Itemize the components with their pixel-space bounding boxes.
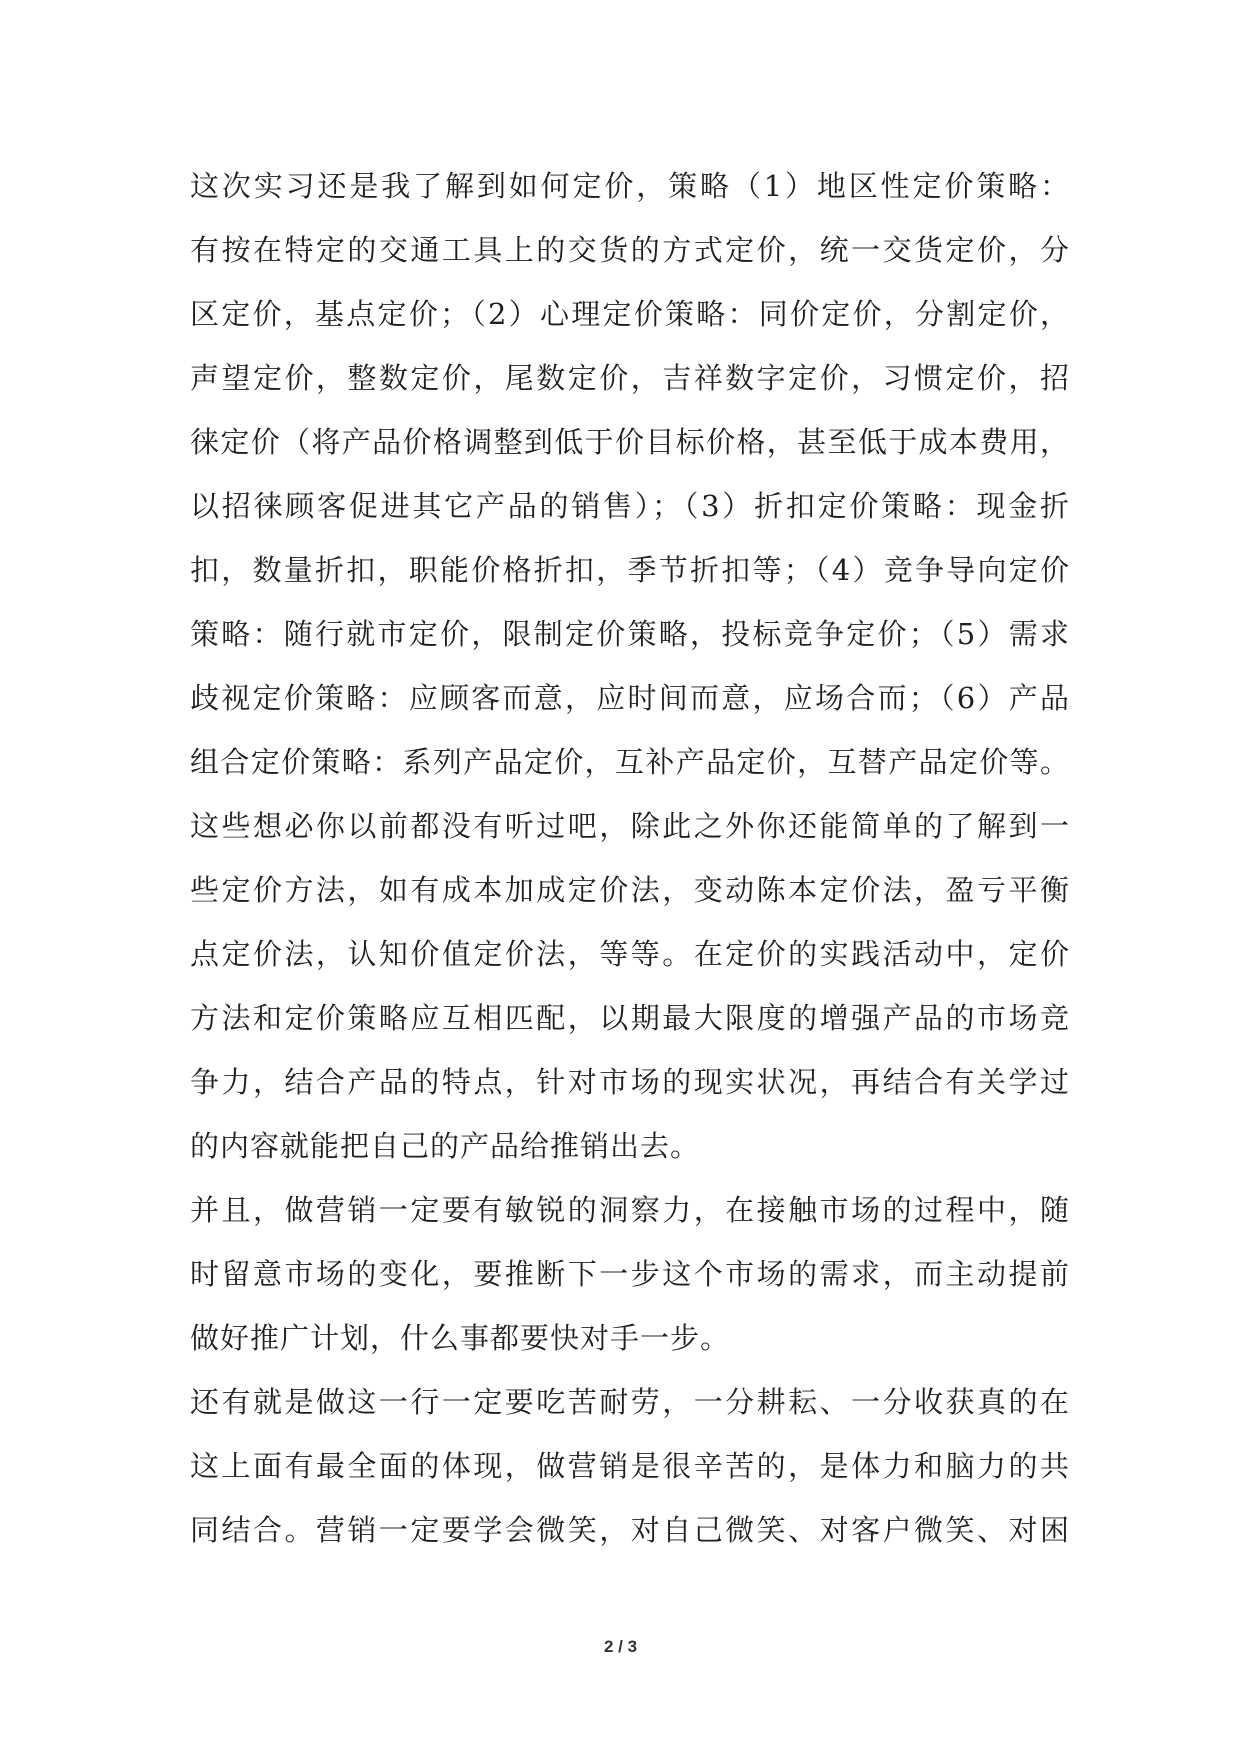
text-line: 组合定价策略：系列产品定价，互补产品定价，互替产品定价等。 — [190, 745, 1070, 779]
text-line: 还有就是做这一行一定要吃苦耐劳，一分耕耘、一分收获真的在 — [190, 1385, 1070, 1419]
text-line: 争力，结合产品的特点，针对市场的现实状况，再结合有关学过 — [190, 1065, 1070, 1099]
text-line: 的内容就能把自己的产品给推销出去。 — [190, 1129, 701, 1163]
text-line: 策略：随行就市定价，限制定价策略，投标竞争定价；（5）需求 — [190, 617, 1070, 651]
text-line: 点定价法，认知价值定价法，等等。在定价的实践活动中，定价 — [190, 937, 1070, 971]
text-line: 扣，数量折扣，职能价格折扣，季节折扣等；（4）竞争导向定价 — [190, 553, 1070, 587]
text-line: 这次实习还是我了解到如何定价，策略（1）地区性定价策略： — [190, 169, 1070, 203]
body-text — [190, 154, 1070, 1562]
text-line: 这上面有最全面的体现，做营销是很辛苦的，是体力和脑力的共 — [190, 1449, 1070, 1483]
page-number: 2 / 3 — [603, 1637, 638, 1656]
text-line: 这些想必你以前都没有听过吧，除此之外你还能简单的了解到一 — [190, 809, 1070, 843]
text-line: 歧视定价策略：应顾客而意，应时间而意，应场合而；（6）产品 — [190, 681, 1070, 715]
text-line: 有按在特定的交通工具上的交货的方式定价，统一交货定价，分 — [190, 233, 1070, 267]
text-line: 声望定价，整数定价，尾数定价，吉祥数字定价，习惯定价，招 — [190, 361, 1070, 395]
text-line: 区定价，基点定价；（2）心理定价策略：同价定价，分割定价， — [190, 297, 1070, 331]
text-line: 做好推广计划，什么事都要快对手一步。 — [190, 1321, 731, 1355]
text-line: 些定价方法，如有成本加成定价法，变动陈本定价法，盈亏平衡 — [190, 873, 1070, 907]
text-line: 并且，做营销一定要有敏锐的洞察力，在接触市场的过程中，随 — [190, 1193, 1070, 1227]
text-line: 同结合。营销一定要学会微笑，对自己微笑、对客户微笑、对困 — [190, 1513, 1070, 1547]
text-line: 徕定价（将产品价格调整到低于价目标价格，甚至低于成本费用， — [190, 425, 1070, 459]
text-line: 方法和定价策略应互相匹配，以期最大限度的增强产品的市场竞 — [190, 1001, 1070, 1035]
text-line: 以招徕顾客促进其它产品的销售）；（3）折扣定价策略：现金折 — [190, 489, 1070, 523]
text-line: 时留意市场的变化，要推断下一步这个市场的需求，而主动提前 — [190, 1257, 1070, 1291]
